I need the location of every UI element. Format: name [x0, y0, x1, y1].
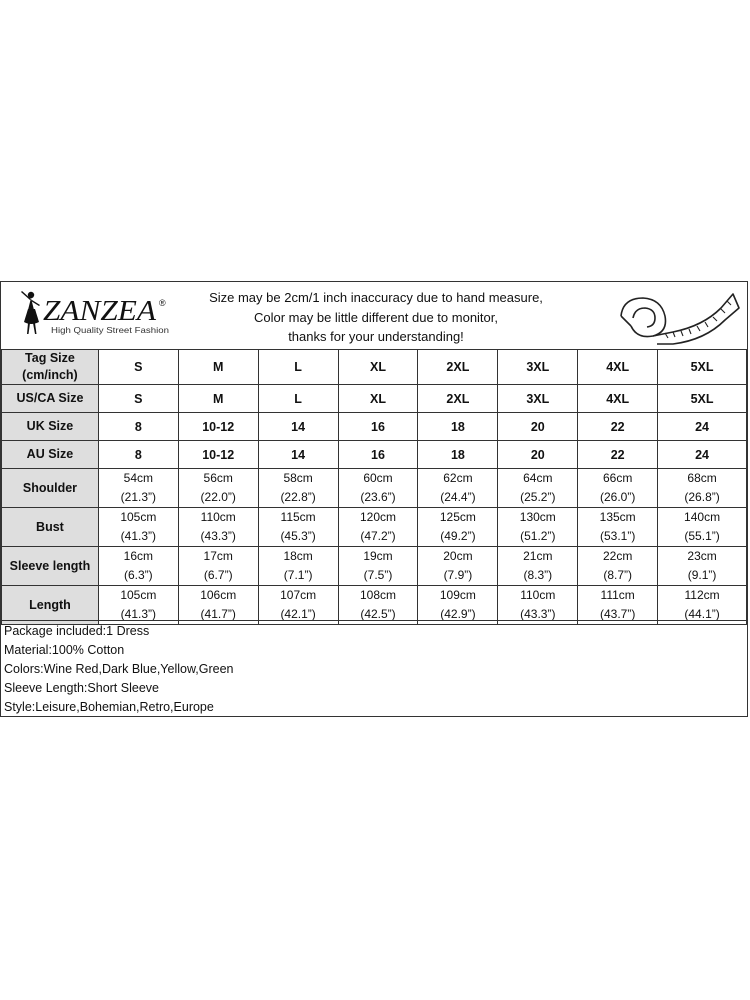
table-row — [2, 469, 747, 508]
inch-value: (23.6”) — [360, 490, 396, 504]
row-label: US/CA Size — [2, 385, 99, 413]
inch-value: (26.0”) — [600, 490, 636, 504]
table-row — [2, 508, 747, 547]
table-cell: XL — [338, 385, 418, 413]
table-cell: M — [178, 385, 258, 413]
table-cell: 10-12 — [178, 413, 258, 441]
cm-value: 115cm — [280, 510, 316, 524]
row-label: UK Size — [2, 413, 99, 441]
cm-value: 54cm — [123, 471, 153, 485]
cm-value: 66cm — [603, 471, 633, 485]
cm-value: 130cm — [519, 510, 556, 524]
cm-value: 19cm — [363, 549, 393, 563]
inch-value: (45.3”) — [280, 529, 316, 543]
inch-value: (25.2”) — [520, 490, 556, 504]
table-cell — [498, 547, 578, 586]
info-line: Sleeve Length:Short Sleeve — [4, 681, 159, 695]
brand-name: ZANZEA — [43, 296, 157, 327]
table-cell — [498, 469, 578, 508]
cm-value: 110cm — [200, 510, 236, 524]
inch-value: (55.1”) — [684, 529, 720, 543]
cm-value: 105cm — [120, 588, 157, 602]
table-cell: 16 — [338, 441, 418, 469]
inch-value: (8.7”) — [603, 568, 633, 582]
table-cell: M — [178, 350, 258, 385]
cm-value: 111cm — [600, 588, 635, 602]
table-cell — [338, 508, 418, 547]
table-cell: 2XL — [418, 385, 498, 413]
registered-mark: ® — [159, 298, 166, 308]
table-cell — [178, 508, 258, 547]
cm-value: 125cm — [439, 510, 476, 524]
inch-value: (53.1”) — [600, 529, 636, 543]
table-cell: 20 — [498, 441, 578, 469]
table-cell — [258, 547, 338, 586]
inch-value: (41.7”) — [200, 607, 236, 621]
product-info — [1, 620, 747, 716]
inch-value: (6.7”) — [203, 568, 233, 582]
cm-value: 68cm — [687, 471, 717, 485]
inch-value: (6.3”) — [124, 568, 153, 582]
size-table — [1, 349, 747, 625]
table-cell: 14 — [258, 441, 338, 469]
inch-value: (42.5”) — [360, 607, 396, 621]
table-cell: 20 — [498, 413, 578, 441]
cm-value: 20cm — [443, 549, 473, 563]
table-cell — [338, 547, 418, 586]
table-cell — [418, 469, 498, 508]
row-label — [2, 350, 99, 385]
table-cell: XL — [338, 350, 418, 385]
table-cell: 18 — [418, 413, 498, 441]
inch-value: (9.1”) — [687, 568, 717, 582]
table-cell: 10-12 — [178, 441, 258, 469]
inch-value: (43.3”) — [200, 529, 236, 543]
inch-value: (22.0”) — [200, 490, 236, 504]
brand-tagline: High Quality Street Fashion — [51, 325, 170, 335]
table-row — [2, 547, 747, 586]
table-cell: 16 — [338, 413, 418, 441]
size-table-body — [2, 350, 747, 625]
inch-value: (21.3”) — [120, 490, 156, 504]
cm-value: 16cm — [123, 549, 153, 563]
table-row — [2, 350, 747, 385]
inch-value: (49.2”) — [440, 529, 476, 543]
table-cell — [658, 508, 747, 547]
inch-value: (8.3”) — [523, 568, 553, 582]
cm-value: 17cm — [203, 549, 233, 563]
table-row — [2, 441, 747, 469]
brand-logo — [11, 288, 181, 344]
table-cell — [578, 586, 658, 625]
notice-line: Color may be little different due to monitor, — [254, 309, 498, 325]
table-cell: 4XL — [578, 385, 658, 413]
accuracy-notice — [181, 288, 571, 347]
table-cell — [418, 508, 498, 547]
table-cell: 4XL — [578, 350, 658, 385]
table-cell — [578, 469, 658, 508]
inch-value: (41.3”) — [120, 607, 156, 621]
chart-header — [1, 282, 747, 349]
table-cell: 2XL — [418, 350, 498, 385]
table-cell — [338, 469, 418, 508]
info-line: Package included:1 Dress — [4, 624, 150, 638]
table-cell: 24 — [658, 441, 747, 469]
table-cell: 22 — [578, 441, 658, 469]
row-label-line: (cm/inch) — [22, 368, 78, 382]
table-cell: 3XL — [498, 385, 578, 413]
inch-value: (7.1”) — [283, 568, 313, 582]
cm-value: 108cm — [359, 588, 397, 602]
measuring-tape-icon — [613, 286, 741, 346]
table-row — [2, 586, 747, 625]
row-label: AU Size — [2, 441, 99, 469]
cm-value: 112cm — [684, 588, 720, 602]
inch-value: (24.4”) — [440, 490, 476, 504]
inch-value: (22.8”) — [280, 490, 316, 504]
inch-value: (41.3”) — [120, 529, 156, 543]
dancing-woman-icon — [21, 291, 40, 334]
cm-value: 23cm — [687, 549, 717, 563]
cm-value: 18cm — [283, 549, 313, 563]
row-label: Sleeve length — [2, 547, 99, 586]
table-cell: 22 — [578, 413, 658, 441]
cm-value: 110cm — [520, 588, 556, 602]
table-cell — [258, 469, 338, 508]
inch-value: (43.7”) — [600, 607, 636, 621]
table-cell: 3XL — [498, 350, 578, 385]
table-cell — [578, 508, 658, 547]
table-cell — [258, 508, 338, 547]
cm-value: 107cm — [280, 588, 317, 602]
notice-line: thanks for your understanding! — [288, 329, 464, 344]
table-cell — [98, 586, 178, 625]
cm-value: 21cm — [523, 549, 553, 563]
inch-value: (47.2”) — [360, 529, 396, 543]
table-cell — [418, 586, 498, 625]
table-cell — [178, 547, 258, 586]
table-cell: L — [258, 350, 338, 385]
cm-value: 60cm — [363, 471, 393, 485]
table-cell: S — [98, 385, 178, 413]
row-label: Bust — [2, 508, 99, 547]
inch-value: (43.3”) — [520, 607, 556, 621]
table-cell: 5XL — [658, 350, 747, 385]
cm-value: 105cm — [120, 510, 157, 524]
row-label: Shoulder — [2, 469, 99, 508]
cm-value: 109cm — [439, 588, 476, 602]
row-label-line: Tag Size — [25, 351, 75, 365]
table-row — [2, 413, 747, 441]
table-cell — [178, 469, 258, 508]
table-cell — [578, 547, 658, 586]
table-cell — [658, 586, 747, 625]
table-cell: 8 — [98, 441, 178, 469]
table-cell: 8 — [98, 413, 178, 441]
table-cell: S — [98, 350, 178, 385]
row-label: Length — [2, 586, 99, 625]
cm-value: 56cm — [203, 471, 233, 485]
inch-value: (42.1”) — [280, 607, 316, 621]
inch-value: (7.5”) — [363, 568, 393, 582]
info-line: Material:100% Cotton — [4, 643, 125, 657]
inch-value: (51.2”) — [520, 529, 556, 543]
table-cell — [178, 586, 258, 625]
cm-value: 135cm — [599, 510, 636, 524]
table-cell: 5XL — [658, 385, 747, 413]
info-line: Style:Leisure,Bohemian,Retro,Europe — [4, 700, 214, 714]
table-cell — [498, 586, 578, 625]
cm-value: 22cm — [603, 549, 633, 563]
info-line: Colors:Wine Red,Dark Blue,Yellow,Green — [4, 662, 234, 676]
table-cell — [98, 469, 178, 508]
cm-value: 140cm — [684, 510, 721, 524]
table-cell — [418, 547, 498, 586]
inch-value: (7.9”) — [443, 568, 473, 582]
table-cell — [658, 469, 747, 508]
table-cell — [258, 586, 338, 625]
inch-value: (42.9”) — [440, 607, 476, 621]
table-cell — [98, 508, 178, 547]
table-cell: 24 — [658, 413, 747, 441]
cm-value: 62cm — [443, 471, 473, 485]
table-cell — [98, 547, 178, 586]
inch-value: (26.8”) — [684, 490, 720, 504]
table-cell — [498, 508, 578, 547]
table-cell: 14 — [258, 413, 338, 441]
cm-value: 106cm — [200, 588, 237, 602]
cm-value: 58cm — [283, 471, 313, 485]
table-cell: 18 — [418, 441, 498, 469]
inch-value: (44.1”) — [684, 607, 720, 621]
table-cell: L — [258, 385, 338, 413]
notice-line: Size may be 2cm/1 inch inaccuracy due to hand measure, — [209, 290, 543, 305]
table-row — [2, 385, 747, 413]
table-cell — [338, 586, 418, 625]
size-chart — [0, 281, 748, 717]
table-cell — [658, 547, 747, 586]
cm-value: 120cm — [359, 510, 397, 524]
cm-value: 64cm — [523, 471, 553, 485]
